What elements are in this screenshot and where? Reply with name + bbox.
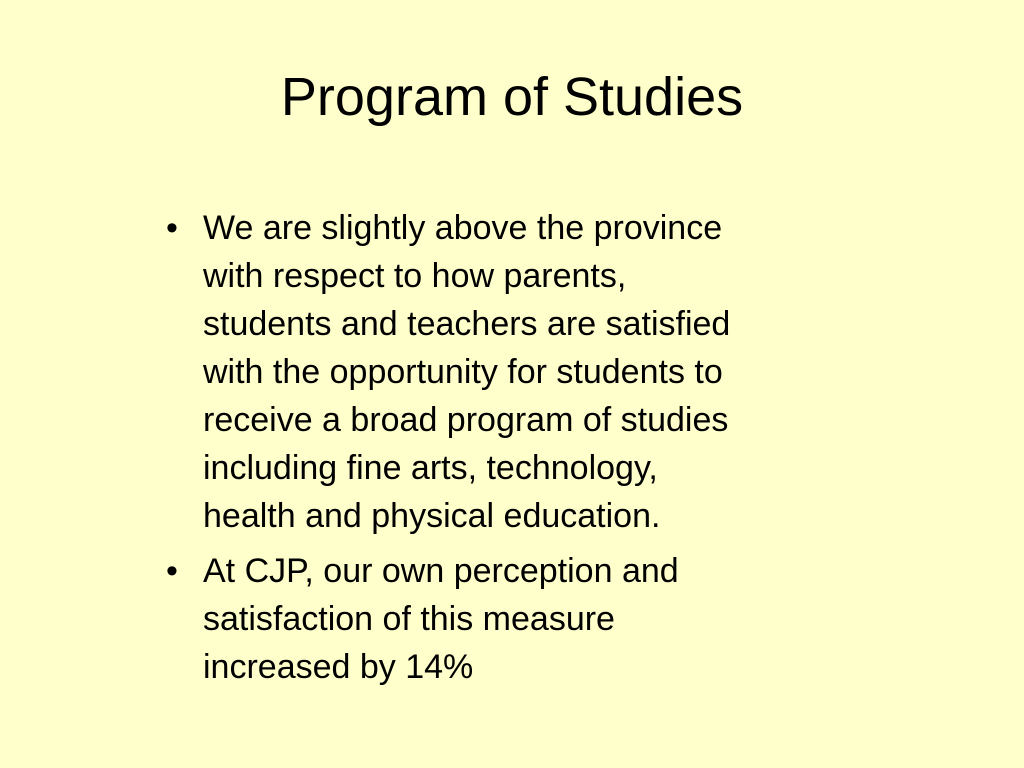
bullet-line: increased by 14% <box>203 648 474 686</box>
bullet-line: including fine arts, technology, <box>203 449 658 487</box>
bullet-text <box>203 204 843 540</box>
bullet-dot-icon: • <box>166 552 178 590</box>
bullet-line: with the opportunity for students to <box>203 353 723 391</box>
bullet-text <box>203 547 843 691</box>
bullet-item-1 <box>166 204 846 540</box>
bullet-dot-icon: • <box>166 209 178 247</box>
bullet-line: At CJP, our own perception and <box>203 552 679 590</box>
bullet-line: We are slightly above the province <box>203 209 723 247</box>
bullet-list <box>166 204 846 698</box>
bullet-item-2 <box>166 547 846 691</box>
slide-title: Program of Studies <box>280 67 744 127</box>
bullet-line: satisfaction of this measure <box>203 600 615 638</box>
bullet-line: with respect to how parents, <box>203 257 627 295</box>
bullet-line: receive a broad program of studies <box>203 401 729 439</box>
bullet-line: students and teachers are satisfied <box>203 305 731 343</box>
bullet-line: health and physical education. <box>203 497 661 535</box>
